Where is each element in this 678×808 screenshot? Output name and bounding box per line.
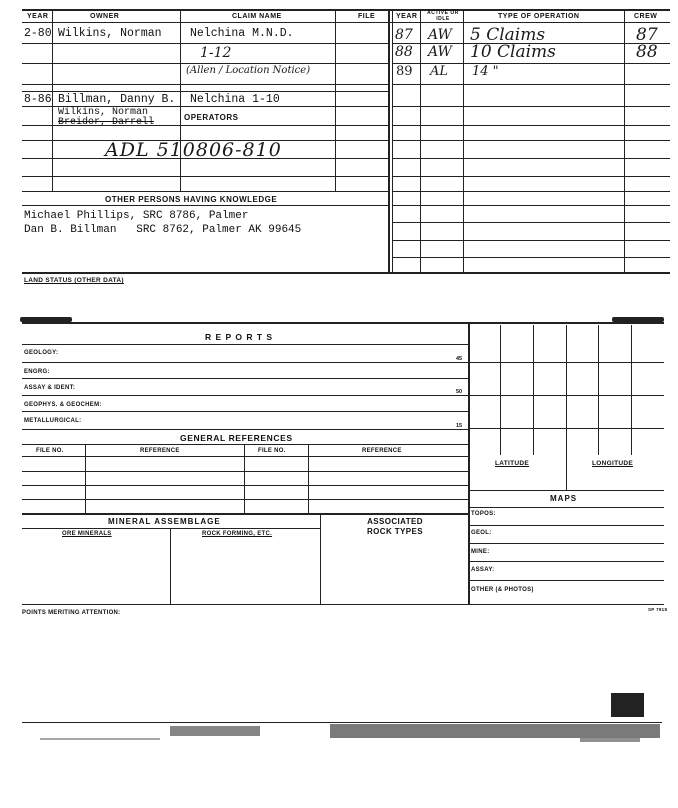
report-geology-num: 45 xyxy=(456,356,463,362)
row-line xyxy=(392,191,670,192)
row-line xyxy=(392,106,670,107)
row-line xyxy=(392,140,670,141)
points-meriting-attention: POINTS MERITING ATTENTION: xyxy=(22,610,121,616)
header-bottom-border xyxy=(22,22,670,23)
reports-line xyxy=(22,411,468,412)
row1-claim: Nelchina M.N.D. xyxy=(190,27,294,40)
associated-rock-types: ASSOCIATED ROCK TYPES xyxy=(366,517,423,536)
col-divider-claim xyxy=(335,9,336,191)
maps-line xyxy=(468,525,664,526)
general-references-title: GENERAL REFERENCES xyxy=(180,433,293,443)
report-assay-num: 50 xyxy=(456,389,463,395)
report-geophys: GEOPHYS. & GEOCHEM: xyxy=(24,402,102,408)
row-line xyxy=(392,125,670,126)
other-person-2: Dan B. Billman SRC 8762, Palmer AK 99645 xyxy=(24,224,302,236)
reports-line xyxy=(22,395,468,396)
row4-claim: Nelchina 1-10 xyxy=(190,93,280,106)
ref-header-reference-1: REFERENCE xyxy=(140,448,180,454)
map-geol: GEOL: xyxy=(471,530,492,536)
right-row2-crew: 88 xyxy=(636,42,658,62)
row-line xyxy=(22,191,388,192)
reports-line xyxy=(22,362,468,363)
ref-line xyxy=(22,485,468,486)
right-row2-year: 88 xyxy=(395,44,413,60)
row-line xyxy=(392,158,670,159)
mineral-assemblage-title: MINERAL ASSEMBLAGE xyxy=(108,517,221,526)
ref-col xyxy=(244,444,245,513)
row2-claim-handwritten: 1-12 xyxy=(200,45,232,61)
table-bottom-border xyxy=(22,272,670,274)
right-row2-operation: 10 Claims xyxy=(470,42,556,62)
grid-row xyxy=(468,428,664,429)
right-row3-status: AL xyxy=(430,64,449,79)
report-metallurgical: METALLURGICAL: xyxy=(24,418,82,424)
ref-line xyxy=(22,444,468,445)
row5-owner: Wilkins, Norman xyxy=(58,107,149,118)
row4-year: 8-86 xyxy=(24,93,52,106)
report-metallurgical-num: 15 xyxy=(456,423,463,429)
ref-header-file-no-2: FILE NO. xyxy=(258,448,286,454)
scan-line xyxy=(22,722,662,723)
grid-col xyxy=(500,325,501,455)
reports-title: R E P O R T S xyxy=(205,332,274,342)
form-number: SP 7918 xyxy=(648,607,668,612)
grid-row xyxy=(468,362,664,363)
map-mine: MINE: xyxy=(471,549,490,555)
other-persons-header: OTHER PERSONS HAVING KNOWLEDGE xyxy=(105,195,278,204)
row1-owner: Wilkins, Norman xyxy=(58,27,162,40)
header-claim-name: CLAIM NAME xyxy=(232,13,282,20)
mineral-line xyxy=(22,528,320,529)
right-row1-status: AW xyxy=(428,27,452,43)
maps-title: MAPS xyxy=(550,494,578,503)
ref-line xyxy=(22,456,468,457)
header-year-2: YEAR xyxy=(396,13,418,20)
right-row1-year: 87 xyxy=(395,27,413,43)
ref-header-reference-2: REFERENCE xyxy=(362,448,402,454)
right-row2-status: AW xyxy=(428,44,452,60)
row-line xyxy=(392,222,670,223)
row-line xyxy=(22,176,388,177)
row-line xyxy=(22,91,388,92)
header-type-of-operation: TYPE OF OPERATION xyxy=(498,13,580,20)
maps-line xyxy=(468,507,664,508)
row-line xyxy=(22,63,388,64)
top-border xyxy=(22,9,670,11)
row-line xyxy=(392,240,670,241)
row4-owner: Billman, Danny B. xyxy=(58,93,176,106)
header-year: YEAR xyxy=(27,13,49,20)
map-other: OTHER (& PHOTOS) xyxy=(471,587,534,593)
land-status-label: LAND STATUS (OTHER DATA) xyxy=(24,277,124,284)
row-line xyxy=(392,257,670,258)
ref-col xyxy=(85,444,86,513)
row6-owner: Breidor, Darrell xyxy=(58,117,155,128)
mineral-col xyxy=(170,528,171,604)
right-row3-year: 89 xyxy=(396,64,413,79)
header-crew: CREW xyxy=(634,13,658,20)
row-line xyxy=(392,84,670,85)
mineral-col xyxy=(320,513,321,604)
row-line xyxy=(22,205,388,206)
scan-block xyxy=(611,693,644,717)
grid-col xyxy=(566,325,567,490)
map-assay: ASSAY: xyxy=(471,567,495,573)
grid-row xyxy=(468,490,664,491)
right-row1-operation: 5 Claims xyxy=(470,25,546,45)
ore-minerals-label: ORE MINERALS xyxy=(62,531,112,537)
header-active-or-idle: ACTIVE OR IDLE xyxy=(427,10,459,22)
ref-col xyxy=(308,444,309,513)
grid-col xyxy=(598,325,599,455)
grid-col xyxy=(533,325,534,455)
longitude-label: LONGITUDE xyxy=(592,460,633,467)
col-divider-owner xyxy=(180,9,181,191)
col-divider-year xyxy=(52,9,53,191)
maps-line xyxy=(468,580,664,581)
col-divider-file xyxy=(388,9,390,272)
ref-line xyxy=(22,471,468,472)
row1-year: 2-80 xyxy=(24,27,52,40)
maps-line xyxy=(468,543,664,544)
scan-smudge xyxy=(580,738,640,742)
maps-line xyxy=(468,561,664,562)
scan-smudge xyxy=(40,738,160,740)
ref-line xyxy=(22,513,468,515)
row3-claim-handwritten: (Allen / Location Notice) xyxy=(186,65,311,76)
report-assay: ASSAY & IDENT: xyxy=(24,385,76,391)
lower-top-border xyxy=(22,322,664,324)
ref-header-file-no-1: FILE NO. xyxy=(36,448,64,454)
reports-line xyxy=(22,378,468,379)
other-person-1: Michael Phillips, SRC 8786, Palmer xyxy=(24,210,249,222)
lower-bottom-border xyxy=(22,604,664,605)
row-line xyxy=(392,205,670,206)
reports-line xyxy=(22,344,468,345)
row-line xyxy=(22,84,388,85)
scan-smudge xyxy=(330,724,660,738)
row-line xyxy=(392,176,670,177)
grid-col xyxy=(631,325,632,455)
header-owner: OWNER xyxy=(90,13,120,20)
report-engrg: ENGRG: xyxy=(24,369,50,375)
right-row3-operation: 14 " xyxy=(472,64,499,79)
grid-row xyxy=(468,395,664,396)
report-geology: GEOLOGY: xyxy=(24,350,59,356)
scan-smudge xyxy=(170,726,260,736)
ref-line xyxy=(22,499,468,500)
header-file: FILE xyxy=(358,13,376,20)
reports-line xyxy=(22,429,468,430)
latitude-label: LATITUDE xyxy=(495,460,530,467)
row-line xyxy=(22,43,388,44)
adl-note-handwritten: ADL 510806-810 xyxy=(105,139,282,161)
operators-label: OPERATORS xyxy=(184,113,239,122)
rock-forming-label: ROCK FORMING, ETC. xyxy=(202,531,273,537)
map-topos: TOPOS: xyxy=(471,511,496,517)
right-row1-crew: 87 xyxy=(636,25,658,45)
